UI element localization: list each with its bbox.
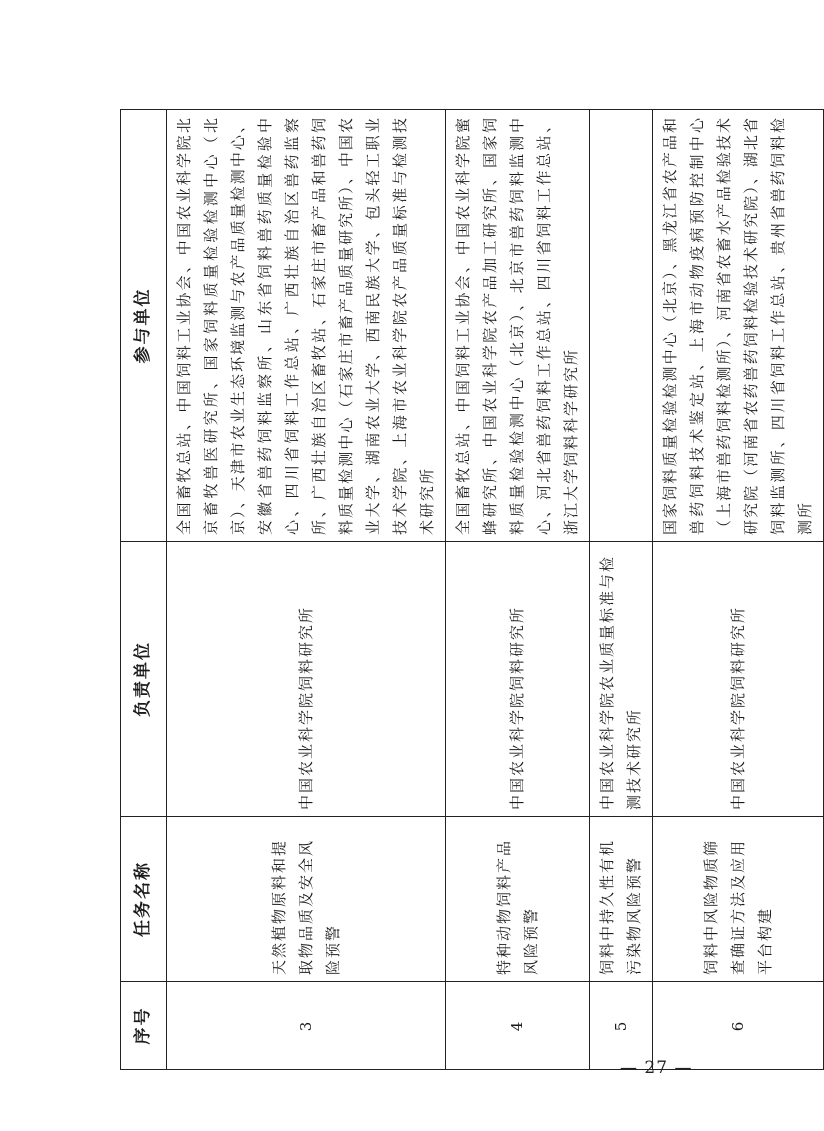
header-seq: 序号 xyxy=(121,982,167,1070)
header-task-name: 任务名称 xyxy=(121,817,167,982)
row-responsible-unit: 中国农业科学院饲料研究所 xyxy=(446,542,590,817)
row-participating-units: 全国畜牧总站、中国饲料工业协会、中国农业科学院北京畜牧兽医研究所、国家饲料质量检验检测中心（北京）、天津市农业生态环境监测与农产品质量检测中心、安徽省兽药饲料监察所、山东省饲料兽药质量检验中心、四川省饲料工作总站、广西壮族自治区兽药监察所、广西壮族自治区畜牧站、石家庄市畜产品和兽药饲料质量检测中心（石家庄市畜产品质量研究所）、中国农业大学、湖南农业大学、西南民族大学、包头轻工职业技术学院、上海市农业科学院农产品质量标准与检测技术研究所 xyxy=(167,110,446,542)
row-responsible-unit: 中国农业科学院农业质量标准与检测技术研究所 xyxy=(590,542,653,817)
row-task-name: 饲料中持久性有机污染物风险预警 xyxy=(590,817,653,982)
table-row xyxy=(446,110,590,1070)
row-responsible-unit: 中国农业科学院饲料研究所 xyxy=(167,542,446,817)
task-table xyxy=(120,109,824,1070)
row-seq: 3 xyxy=(167,982,446,1070)
table-row xyxy=(653,110,824,1070)
table-header-row xyxy=(121,110,167,1070)
row-seq: 4 xyxy=(446,982,590,1070)
row-task-name: 饲料中风险物质筛查确证方法及应用平台构建 xyxy=(653,817,824,982)
row-responsible-unit: 中国农业科学院饲料研究所 xyxy=(653,542,824,817)
header-responsible-unit: 负责单位 xyxy=(121,542,167,817)
rotated-page-content xyxy=(120,110,814,1070)
row-participating-units: 全国畜牧总站、中国饲料工业协会、中国农业科学院蜜蜂研究所、中国农业科学院农产品加工研究所、国家饲料质量检验检测中心（北京）、北京市兽药饲料监测中心、河北省兽药饲料工作总站、四川省饲料工作总站、浙江大学饲料科学研究所 xyxy=(446,110,590,542)
page-number: — 27 — xyxy=(620,1058,693,1078)
row-seq: 6 xyxy=(653,982,824,1070)
row-seq: 5 xyxy=(590,982,653,1070)
table-row xyxy=(590,110,653,1070)
header-participating-units: 参与单位 xyxy=(121,110,167,542)
row-participating-units xyxy=(590,110,653,542)
row-task-name: 天然植物原料和提取物品质及安全风险预警 xyxy=(167,817,446,982)
row-participating-units: 国家饲料质量检验检测中心（北京）、黑龙江省农产品和兽药饲料技术鉴定站、上海市动物疫病预防控制中心（上海市兽药饲料检测所）、河南省农畜水产品检验技术研究院（河南省农药兽药饲料检验技术研究院）、湖北省饲料监测所、四川省饲料工作总站、贵州省兽药饲料检测所 xyxy=(653,110,824,542)
row-task-name: 特种动物饲料产品风险预警 xyxy=(446,817,590,982)
table-row xyxy=(167,110,446,1070)
